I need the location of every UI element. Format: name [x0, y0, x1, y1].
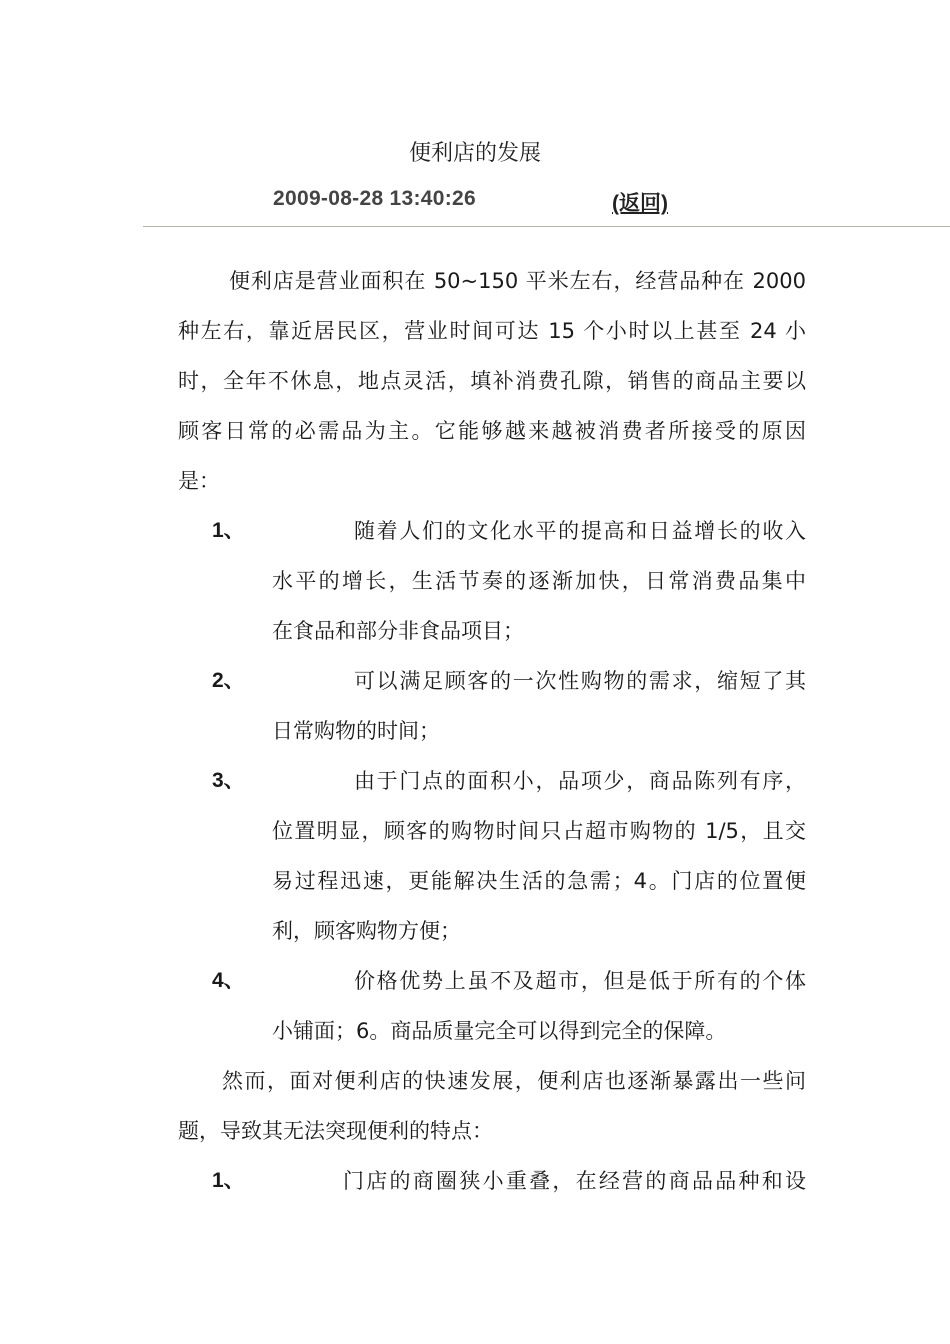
- list-item-line: 日常购物的时间；: [272, 719, 440, 743]
- page-title: 便利店的发展: [408, 141, 541, 166]
- list-item-line: 在食品和部分非食品项目；: [272, 619, 524, 643]
- list-item-line: 位置明显，顾客的购物时间只占超市购物的 1/5，且交: [272, 819, 806, 843]
- list-item-line: 门店的商圈狭小重叠，在经营的商品品种和设: [343, 1169, 806, 1193]
- paragraph-line: 时，全年不休息，地点灵活，填补消费孔隙，销售的商品主要以: [178, 369, 806, 393]
- back-link[interactable]: (返回): [612, 192, 668, 215]
- paragraph-line: 顾客日常的必需品为主。它能够越来越被消费者所接受的原因: [178, 419, 806, 443]
- list-item-line: 由于门点的面积小，品项少，商品陈列有序，: [354, 769, 806, 793]
- list-number: 4、: [212, 969, 245, 992]
- paragraph-line: 种左右，靠近居民区，营业时间可达 15 个小时以上甚至 24 小: [178, 319, 806, 343]
- publish-datetime: 2009-08-28 13:40:26: [273, 187, 477, 210]
- list-item-line: 价格优势上虽不及超市，但是低于所有的个体: [354, 969, 806, 993]
- list-item-line: 小铺面；6。商品质量完全可以得到完全的保障。: [272, 1019, 727, 1043]
- divider: [143, 226, 950, 227]
- list-number: 2、: [212, 669, 245, 692]
- paragraph-line: 然而，面对便利店的快速发展，便利店也逐渐暴露出一些问: [222, 1069, 806, 1093]
- list-number: 1、: [212, 1169, 245, 1192]
- paragraph-line: 题，导致其无法突现便利的特点：: [178, 1119, 493, 1143]
- list-item-line: 利，顾客购物方便；: [272, 919, 461, 943]
- list-number: 1、: [212, 519, 245, 542]
- list-item-line: 水平的增长，生活节奏的逐渐加快，日常消费品集中: [272, 569, 806, 593]
- list-number: 3、: [212, 769, 245, 792]
- list-item-line: 易过程迅速，更能解决生活的急需；4。门店的位置便: [272, 869, 806, 893]
- list-item-line: 随着人们的文化水平的提高和日益增长的收入: [354, 519, 806, 543]
- list-item-line: 可以满足顾客的一次性购物的需求，缩短了其: [354, 669, 806, 693]
- paragraph-line: 便利店是营业面积在 50~150 平米左右，经营品种在 2000: [229, 269, 806, 293]
- article-meta: [0, 185, 950, 215]
- paragraph-line: 是：: [178, 469, 220, 493]
